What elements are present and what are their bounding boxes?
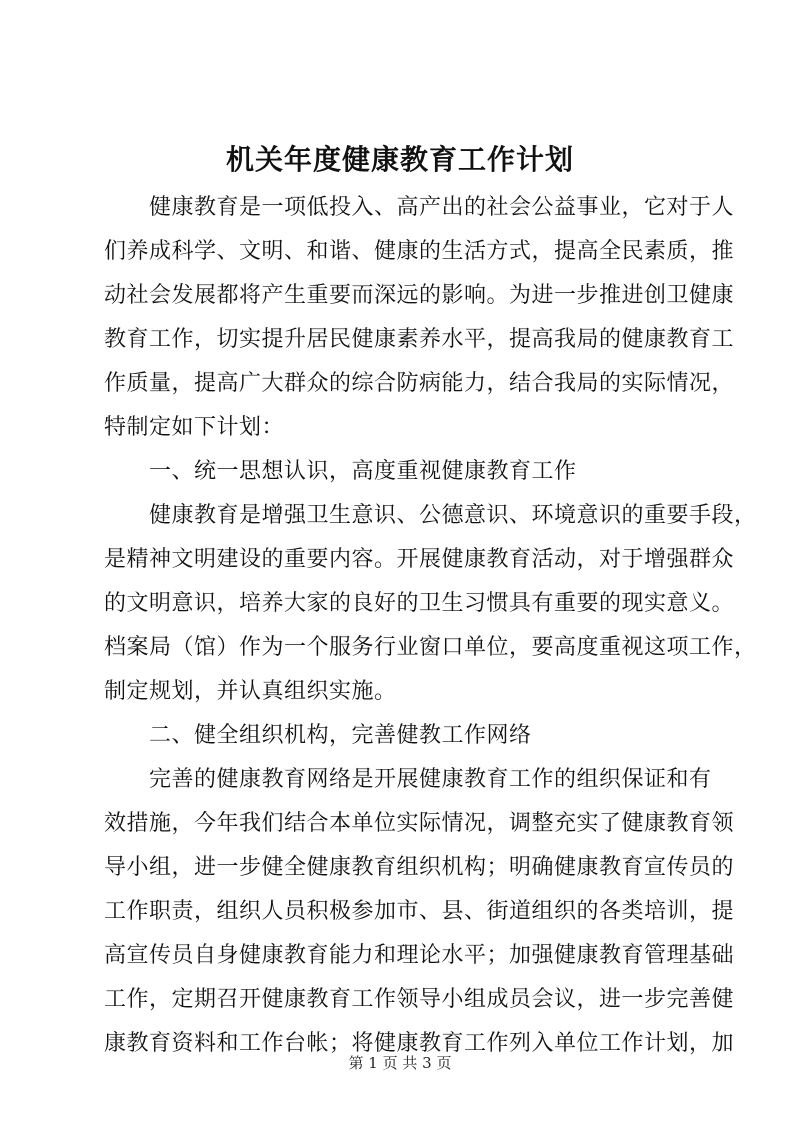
paragraph-section-2-line-5: 高宣传员自身健康教育能力和理论水平；加强健康教育管理基础 bbox=[104, 943, 735, 968]
paragraph-intro-line-2: 们养成科学、文明、和谐、健康的生活方式，提高全民素质，推 bbox=[104, 239, 735, 264]
paragraph-section-2-line-6: 工作，定期召开健康教育工作领导小组成员会议，进一步完善健 bbox=[104, 987, 735, 1012]
paragraph-intro-line-6: 特制定如下计划： bbox=[104, 415, 285, 440]
section-heading-1: 一、统一思想认识，高度重视健康教育工作 bbox=[149, 459, 577, 484]
paragraph-section-1-line-1: 健康教育是增强卫生意识、公德意识、环境意识的重要手段， bbox=[149, 503, 757, 528]
paragraph-section-1-line-4: 档案局（馆）作为一个服务行业窗口单位，要高度重视这项工作， bbox=[104, 635, 757, 660]
paragraph-intro-line-4: 教育工作，切实提升居民健康素养水平，提高我局的健康教育工 bbox=[104, 327, 735, 352]
section-heading-2: 二、健全组织机构，完善健教工作网络 bbox=[149, 723, 532, 748]
paragraph-section-1-line-2: 是精神文明建设的重要内容。开展健康教育活动，对于增强群众 bbox=[104, 547, 735, 572]
paragraph-section-2-line-4: 工作职责，组织人员积极参加市、县、街道组织的各类培训，提 bbox=[104, 899, 735, 924]
paragraph-intro-line-1: 健康教育是一项低投入、高产出的社会公益事业，它对于人 bbox=[149, 195, 735, 220]
paragraph-section-2-line-7: 康教育资料和工作台帐；将健康教育工作列入单位工作计划，加 bbox=[104, 1031, 735, 1056]
paragraph-section-1-line-5: 制定规划，并认真组织实施。 bbox=[104, 679, 397, 704]
paragraph-section-2-line-3: 导小组，进一步健全健康教育组织机构；明确健康教育宣传员的 bbox=[104, 855, 735, 880]
paragraph-intro-line-3: 动社会发展都将产生重要而深远的影响。为进一步推进创卫健康 bbox=[104, 283, 735, 308]
paragraph-section-1-line-3: 的文明意识，培养大家的良好的卫生习惯具有重要的现实意义。 bbox=[104, 591, 735, 616]
paragraph-intro-line-5: 作质量，提高广大群众的综合防病能力，结合我局的实际情况， bbox=[104, 371, 735, 396]
document-title: 机关年度健康教育工作计划 bbox=[225, 143, 574, 176]
paragraph-section-2-line-1: 完善的健康教育网络是开展健康教育工作的组织保证和有 bbox=[149, 767, 712, 792]
page-number-footer: 第 1 页 共 3 页 bbox=[348, 1054, 452, 1072]
paragraph-section-2-line-2: 效措施，今年我们结合本单位实际情况，调整充实了健康教育领 bbox=[104, 811, 735, 836]
document-body bbox=[104, 186, 757, 1066]
